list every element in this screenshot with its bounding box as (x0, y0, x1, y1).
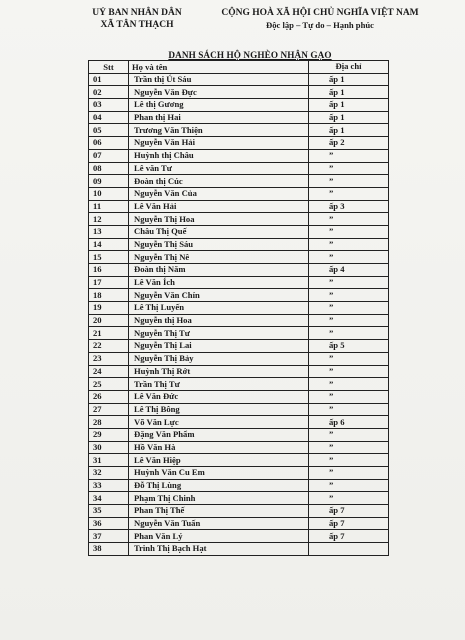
household-name: Huỳnh thị Châu (129, 149, 309, 162)
row-number: 16 (89, 264, 129, 277)
row-number: 21 (89, 327, 129, 340)
address-cell: ” (309, 378, 389, 391)
authority-line-1: UỶ BAN NHÂN DÂN (92, 8, 182, 18)
row-number: 32 (89, 467, 129, 480)
table-row (89, 479, 389, 492)
table-row (89, 175, 389, 188)
household-name: Trương Văn Thiện (129, 124, 309, 137)
table-row (89, 302, 389, 315)
table-row (89, 86, 389, 99)
household-name: Nguyễn Thị Hoa (129, 213, 309, 226)
table-row (89, 137, 389, 150)
table-row (89, 454, 389, 467)
row-number: 35 (89, 505, 129, 518)
household-name: Phan Thị Thế (129, 505, 309, 518)
table-row (89, 149, 389, 162)
address-cell: ” (309, 441, 389, 454)
household-name: Trinh Thị Bạch Hạt (129, 543, 309, 556)
household-name: Đặng Văn Phẩm (129, 428, 309, 441)
address-cell: ấp 6 (309, 416, 389, 429)
row-number: 17 (89, 276, 129, 289)
address-cell: ấp 3 (309, 200, 389, 213)
table-row (89, 492, 389, 505)
issuing-authority (82, 7, 192, 31)
address-cell: ” (309, 403, 389, 416)
table-row (89, 162, 389, 175)
household-name: Đoàn thị Cúc (129, 175, 309, 188)
motto-line: Độc lập – Tự do – Hạnh phúc (266, 20, 374, 30)
address-cell: ấp 1 (309, 73, 389, 86)
household-name: Lê Thị Luyến (129, 302, 309, 315)
household-name: Huỳnh Văn Cu Em (129, 467, 309, 480)
table-row (89, 187, 389, 200)
row-number: 12 (89, 213, 129, 226)
household-name: Nguyễn Thị Nê (129, 251, 309, 264)
row-number: 34 (89, 492, 129, 505)
address-cell: ấp 1 (309, 86, 389, 99)
table-row (89, 467, 389, 480)
row-number: 13 (89, 225, 129, 238)
column-header-address: Địa chỉ (309, 61, 389, 74)
table-row (89, 251, 389, 264)
table-row (89, 327, 389, 340)
address-cell: ấp 4 (309, 264, 389, 277)
household-name: Nguyễn Thị Tư (129, 327, 309, 340)
household-name: Phạm Thị Chinh (129, 492, 309, 505)
row-number: 14 (89, 238, 129, 251)
table-row (89, 352, 389, 365)
table-row (89, 213, 389, 226)
row-number: 06 (89, 137, 129, 150)
row-number: 38 (89, 543, 129, 556)
row-number: 28 (89, 416, 129, 429)
address-cell: ” (309, 492, 389, 505)
row-number: 19 (89, 302, 129, 315)
row-number: 20 (89, 314, 129, 327)
household-name: Nguyễn Văn Chín (129, 289, 309, 302)
table-row (89, 416, 389, 429)
address-cell: ” (309, 187, 389, 200)
address-cell: ” (309, 454, 389, 467)
table-row (89, 390, 389, 403)
household-name: Nguyễn Thị Sáu (129, 238, 309, 251)
row-number: 29 (89, 428, 129, 441)
table-row (89, 543, 389, 556)
table-row (89, 200, 389, 213)
row-number: 09 (89, 175, 129, 188)
column-header-stt: Stt (89, 61, 129, 74)
household-name: Châu Thị Quế (129, 225, 309, 238)
row-number: 25 (89, 378, 129, 391)
table-row (89, 264, 389, 277)
household-name: Nguyễn Thị Lai (129, 340, 309, 353)
household-name: Võ Văn Lực (129, 416, 309, 429)
address-cell: ” (309, 479, 389, 492)
table-row (89, 517, 389, 530)
address-cell: ấp 1 (309, 124, 389, 137)
row-number: 05 (89, 124, 129, 137)
address-cell: ” (309, 352, 389, 365)
row-number: 18 (89, 289, 129, 302)
table-row (89, 225, 389, 238)
row-number: 01 (89, 73, 129, 86)
table-row (89, 441, 389, 454)
beneficiary-table (88, 60, 389, 556)
address-cell: ” (309, 225, 389, 238)
table-row (89, 530, 389, 543)
household-name: Phan thị Hai (129, 111, 309, 124)
row-number: 24 (89, 365, 129, 378)
row-number: 10 (89, 187, 129, 200)
table-row (89, 428, 389, 441)
household-name: Lê Văn Hiệp (129, 454, 309, 467)
row-number: 33 (89, 479, 129, 492)
household-name: Lê văn Tư (129, 162, 309, 175)
address-cell: ấp 7 (309, 505, 389, 518)
address-cell: ấp 1 (309, 111, 389, 124)
table-row (89, 340, 389, 353)
table-row (89, 505, 389, 518)
row-number: 11 (89, 200, 129, 213)
address-cell: ” (309, 314, 389, 327)
row-number: 30 (89, 441, 129, 454)
household-name: Lê Văn Đức (129, 390, 309, 403)
household-name: Hồ Văn Hà (129, 441, 309, 454)
table-row (89, 238, 389, 251)
address-cell: ” (309, 327, 389, 340)
address-cell: ” (309, 302, 389, 315)
row-number: 04 (89, 111, 129, 124)
column-header-name: Họ và tên (129, 61, 309, 74)
document-title: DANH SÁCH HỘ NGHÈO NHẬN GẠO (168, 50, 332, 60)
address-cell: ” (309, 428, 389, 441)
table-row (89, 276, 389, 289)
table-row (89, 111, 389, 124)
household-name: Lê Văn Ích (129, 276, 309, 289)
household-name: Đoàn thị Năm (129, 264, 309, 277)
row-number: 03 (89, 99, 129, 112)
country-name: CỘNG HOÀ XÃ HỘI CHỦ NGHĨA VIỆT NAM (221, 8, 419, 18)
row-number: 31 (89, 454, 129, 467)
household-name: Nguyễn Văn Hải (129, 137, 309, 150)
table-row (89, 314, 389, 327)
address-cell: ” (309, 238, 389, 251)
household-name: Lê Thị Bông (129, 403, 309, 416)
address-cell: ấp 1 (309, 99, 389, 112)
household-name: Nguyễn thị Hoa (129, 314, 309, 327)
address-cell: ” (309, 213, 389, 226)
household-name: Phan Văn Lý (129, 530, 309, 543)
row-number: 22 (89, 340, 129, 353)
household-name: Nguyễn Thị Bảy (129, 352, 309, 365)
row-number: 15 (89, 251, 129, 264)
row-number: 23 (89, 352, 129, 365)
table-row (89, 124, 389, 137)
authority-line-2: XÃ TÂN THẠCH (100, 20, 174, 30)
address-cell: ấp 7 (309, 530, 389, 543)
household-name: Lê Văn Hải (129, 200, 309, 213)
row-number: 07 (89, 149, 129, 162)
address-cell: ” (309, 276, 389, 289)
table-row (89, 99, 389, 112)
row-number: 37 (89, 530, 129, 543)
address-cell: ấp 5 (309, 340, 389, 353)
row-number: 08 (89, 162, 129, 175)
address-cell: ” (309, 467, 389, 480)
table-row (89, 378, 389, 391)
household-name: Nguyễn Văn Đực (129, 86, 309, 99)
table-row (89, 73, 389, 86)
row-number: 02 (89, 86, 129, 99)
household-name: Trần thị Út Sáu (129, 73, 309, 86)
row-number: 26 (89, 390, 129, 403)
row-number: 27 (89, 403, 129, 416)
address-cell: ” (309, 175, 389, 188)
address-cell: ” (309, 149, 389, 162)
household-name: Nguyễn Văn Của (129, 187, 309, 200)
table-row (89, 403, 389, 416)
table-header-row (89, 61, 389, 74)
address-cell: ” (309, 251, 389, 264)
household-name: Đỗ Thị Lùng (129, 479, 309, 492)
row-number: 36 (89, 517, 129, 530)
address-cell: ấp 7 (309, 517, 389, 530)
household-name: Lê thị Gương (129, 99, 309, 112)
national-motto (205, 7, 435, 31)
table-row (89, 289, 389, 302)
address-cell: ” (309, 390, 389, 403)
household-name: Nguyễn Văn Tuấn (129, 517, 309, 530)
address-cell: ấp 2 (309, 137, 389, 150)
address-cell: ” (309, 289, 389, 302)
table-body (89, 73, 389, 555)
table-row (89, 365, 389, 378)
address-cell (309, 543, 389, 556)
address-cell: ” (309, 162, 389, 175)
household-name: Huỳnh Thị Rớt (129, 365, 309, 378)
household-name: Trần Thị Tư (129, 378, 309, 391)
address-cell: ” (309, 365, 389, 378)
